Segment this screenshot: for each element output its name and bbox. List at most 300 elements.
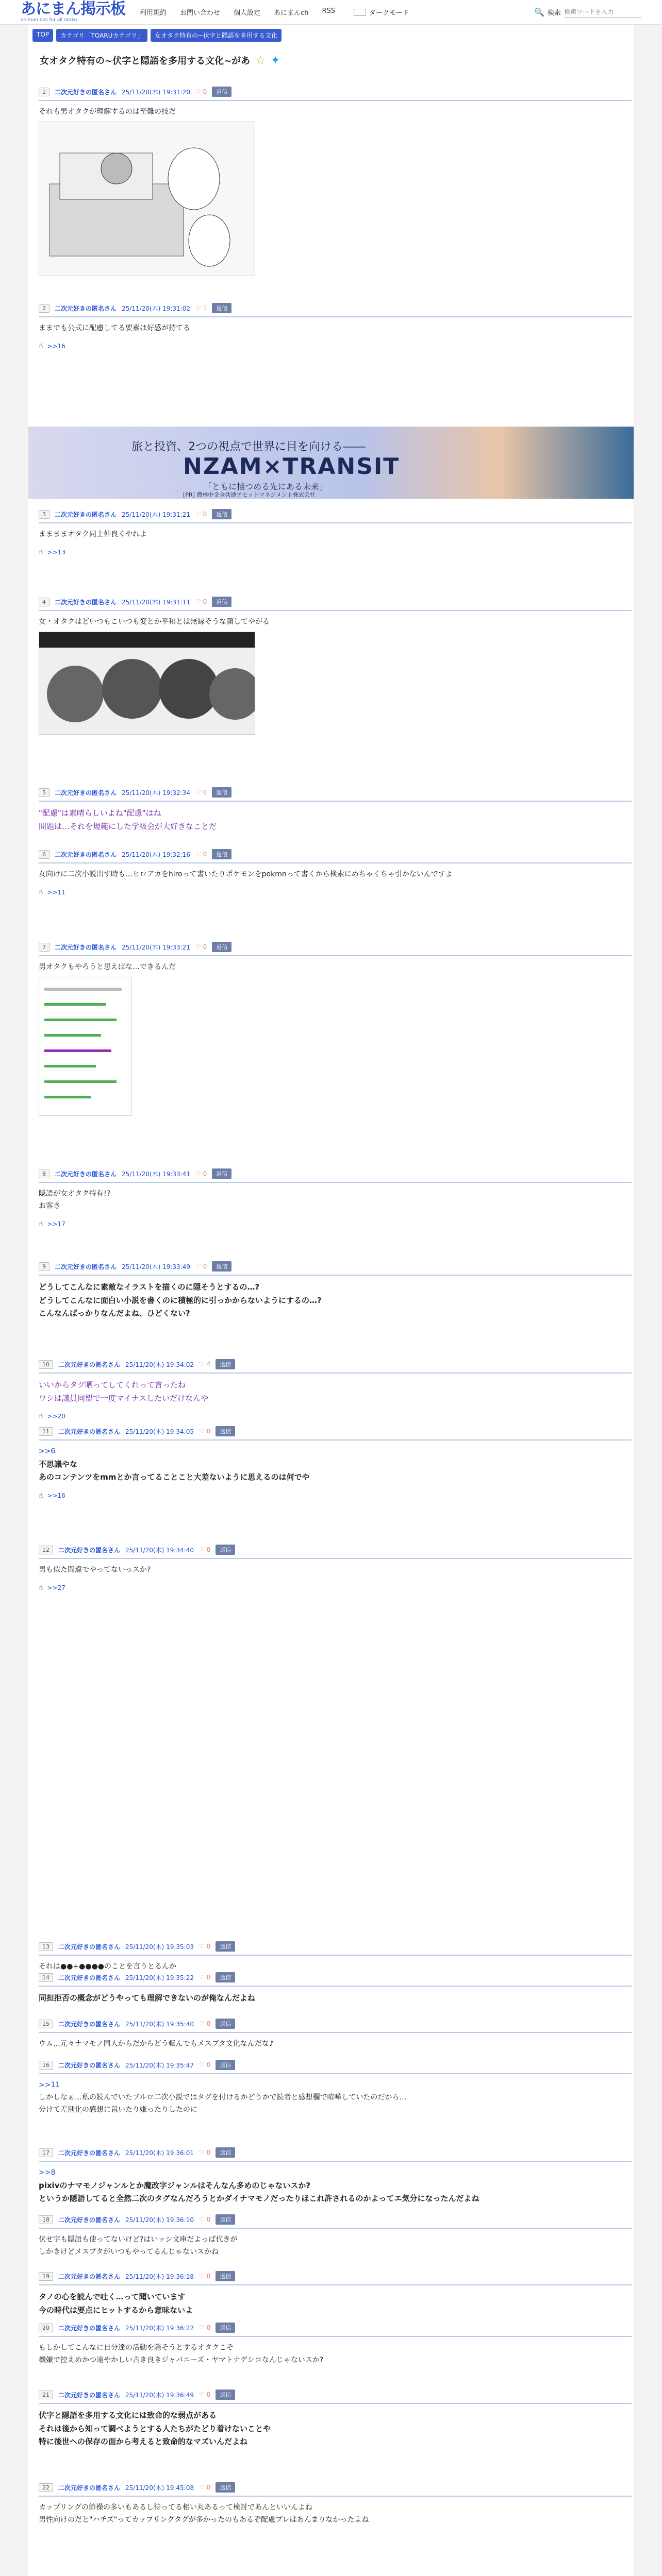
reply-button[interactable]: 返信: [216, 2323, 235, 2333]
post-date: 25/11/20(木) 19:31:02: [122, 304, 190, 312]
post-text-line: それも男オタクが理解するのは至難の技だ: [39, 108, 176, 116]
post-number[interactable]: 12: [39, 1546, 53, 1554]
post-image[interactable]: [39, 122, 255, 276]
post-9: [39, 1261, 632, 1320]
post-19: [39, 2271, 632, 2317]
like-button[interactable]: [199, 1546, 210, 1553]
post-text-line: タノの心を読んで吐く…って聞いています: [39, 2292, 186, 2301]
poster-name: 二次元好きの匿名さん: [55, 851, 117, 858]
post-text-line: こんなんばっかりなんだよね、ひどくない?: [39, 1309, 190, 1318]
post-11: [39, 1426, 632, 1500]
post-body: [39, 1440, 632, 1484]
post-number[interactable]: 2: [39, 304, 49, 313]
post-header: [39, 1972, 632, 1987]
breadcrumb-category[interactable]: カテゴリ「TOARUカテゴリ」: [56, 29, 147, 42]
post-number[interactable]: 4: [39, 598, 49, 606]
post-date: 25/11/20(木) 19:36:01: [125, 2149, 194, 2157]
reply-button[interactable]: 返信: [216, 2060, 235, 2070]
reply-button[interactable]: 返信: [212, 787, 231, 798]
search-icon[interactable]: 🔍: [534, 7, 544, 17]
heart-icon[interactable]: ♡: [195, 851, 203, 858]
heart-icon[interactable]: ♡: [195, 598, 203, 605]
reply-button[interactable]: 返信: [216, 1941, 235, 1952]
reply-link[interactable]: >>11: [47, 888, 65, 896]
reply-button[interactable]: 返信: [216, 2389, 235, 2400]
site-header: [0, 0, 662, 25]
post-image[interactable]: [39, 632, 255, 735]
post-2: [39, 303, 632, 350]
post-header: [39, 509, 632, 523]
like-button[interactable]: [195, 88, 207, 95]
poster-name: 二次元好きの匿名さん: [55, 1263, 117, 1270]
post-number[interactable]: 20: [39, 2324, 53, 2332]
post-text-line: 隠語が女オタク特有!?: [39, 1190, 111, 1198]
post-text-line: ワシは議員同盟で一度マイナスしたいだけなんや: [39, 1393, 209, 1403]
post-16: [39, 2060, 632, 2116]
post-text-line: それは●●+●●●●のことを言うとるんか: [39, 1962, 177, 1971]
reply-hand-icon[interactable]: ☝: [39, 1583, 43, 1592]
breadcrumb-top[interactable]: TOP: [32, 29, 53, 42]
like-count: 0: [203, 511, 207, 518]
post-text-line: あのコンテンツをmmとか言ってることこと大差ないように思えるのは何でや: [39, 1472, 310, 1482]
post-text-line: 特に後世への保存の面から考えると致命的なマズいんだよね: [39, 2437, 248, 2446]
like-count: 0: [203, 1263, 207, 1270]
reply-hand-icon[interactable]: ☝: [39, 342, 43, 350]
poster-name: 二次元好きの匿名さん: [58, 1943, 121, 1951]
like-button[interactable]: [195, 304, 207, 312]
post-header: [39, 303, 632, 317]
heart-icon[interactable]: ♡: [198, 1428, 207, 1435]
post-number[interactable]: 1: [39, 88, 49, 96]
post-footer: [39, 888, 632, 896]
post-body: [39, 101, 632, 276]
post-header: [39, 1941, 632, 1956]
reply-link[interactable]: >>20: [47, 1413, 65, 1420]
favorite-star-icon[interactable]: ☆: [255, 54, 266, 67]
like-count: 4: [206, 1361, 211, 1368]
heart-icon[interactable]: ♡: [198, 2061, 207, 2069]
post-header: [39, 787, 632, 802]
reply-button[interactable]: 返信: [216, 2019, 235, 2029]
reply-button[interactable]: 返信: [216, 2482, 235, 2493]
reply-button[interactable]: 返信: [212, 1261, 231, 1272]
poster-name: 二次元好きの匿名さん: [58, 2391, 121, 2399]
toggle-switch-icon[interactable]: [354, 9, 366, 16]
site-logo[interactable]: [21, 2, 125, 23]
search-input[interactable]: [564, 7, 641, 18]
search-area: [534, 7, 641, 18]
like-count: 0: [203, 851, 207, 858]
manga-panel-image: [39, 632, 255, 735]
post-header: [39, 2019, 632, 2033]
post-body: [39, 863, 632, 881]
post-body: [39, 2033, 632, 2050]
poster-name: 二次元好きの匿名さん: [58, 2020, 121, 2028]
ad-banner[interactable]: [28, 427, 634, 499]
post-body: [39, 2337, 632, 2367]
like-button[interactable]: [199, 2149, 210, 2156]
reply-button[interactable]: 返信: [212, 87, 231, 97]
like-count: 0: [206, 2484, 211, 2491]
thread-title: [40, 54, 280, 67]
reply-button[interactable]: 返信: [216, 1972, 235, 1982]
like-button[interactable]: [199, 2020, 210, 2027]
nav-terms[interactable]: 利用規約: [140, 9, 167, 17]
post-footer: [39, 1412, 632, 1420]
heart-icon[interactable]: ♡: [198, 2273, 207, 2280]
poster-name: 二次元好きの匿名さん: [58, 2273, 121, 2280]
post-text-line: どうしてこんなに面白い小説を書くのに積極的に引っかからないようにするの…?: [39, 1295, 322, 1305]
post-date: 25/11/20(木) 19:36:22: [125, 2324, 194, 2332]
post-body: [39, 956, 632, 1116]
heart-icon[interactable]: ♡: [198, 2391, 207, 2398]
post-header: [39, 87, 632, 101]
post-header: [39, 2147, 632, 2162]
like-count: 0: [206, 1943, 211, 1950]
post-header: [39, 1359, 632, 1374]
post-8: [39, 1168, 632, 1228]
like-button[interactable]: [195, 1170, 207, 1177]
like-button[interactable]: [195, 511, 207, 518]
post-date: 25/11/20(木) 19:35:40: [125, 2020, 194, 2028]
post-header: [39, 1426, 632, 1440]
post-text-line: ままままオタク同士仲良くやれよ: [39, 530, 147, 538]
post-text-line: 女・オタクはどいつもこいつも変とか平和とは無縁そうな顔してやがる: [39, 618, 270, 626]
reply-button[interactable]: 返信: [216, 2214, 235, 2225]
post-text-line: 伏せ字も隠語も使ってないけど?はいッシ文庫だよっぱ代きが: [39, 2235, 238, 2244]
like-button[interactable]: [199, 2484, 210, 2491]
heart-icon[interactable]: ♡: [198, 2216, 207, 2223]
like-button[interactable]: [195, 1263, 207, 1270]
post-number[interactable]: 22: [39, 2483, 53, 2492]
poster-name: 二次元好きの匿名さん: [58, 1974, 121, 1981]
post-footer: [39, 342, 632, 350]
breadcrumb: [32, 29, 282, 42]
reply-button[interactable]: 返信: [216, 2147, 235, 2158]
poster-name: 二次元好きの匿名さん: [58, 1361, 121, 1368]
post-7: [39, 942, 632, 1116]
post-header: [39, 942, 632, 956]
poster-name: 二次元好きの匿名さん: [55, 943, 117, 951]
post-header: [39, 2271, 632, 2285]
post-date: 25/11/20(木) 19:35:47: [125, 2061, 194, 2069]
search-label: 検索: [547, 9, 561, 17]
post-text-line: お客さ: [39, 1201, 60, 1210]
reply-button[interactable]: 返信: [212, 597, 231, 607]
post-number[interactable]: 10: [39, 1360, 53, 1369]
post-body: [39, 1374, 632, 1405]
heart-icon[interactable]: ♡: [198, 1546, 207, 1553]
ad-line2: NZAM×TRANSIT: [183, 453, 400, 480]
post-footer: [39, 548, 632, 556]
heart-icon[interactable]: ♡: [195, 88, 203, 95]
heart-icon[interactable]: ♡: [198, 2020, 207, 2027]
post-4: [39, 597, 632, 735]
post-date: 25/11/20(木) 19:31:11: [122, 598, 190, 606]
nav-rss[interactable]: RSS: [322, 7, 335, 15]
post-body: [39, 1183, 632, 1213]
post-number[interactable]: 18: [39, 2215, 53, 2224]
poster-name: 二次元好きの匿名さん: [58, 2061, 121, 2069]
like-count: 0: [206, 2391, 211, 2398]
like-count: 0: [206, 2149, 211, 2156]
poster-name: 二次元好きの匿名さん: [58, 2149, 121, 2157]
post-number[interactable]: 13: [39, 1942, 53, 1951]
post-22: [39, 2482, 632, 2527]
nav-contact[interactable]: お問い合わせ: [180, 9, 221, 17]
post-body: [39, 523, 632, 541]
like-button[interactable]: [195, 943, 207, 951]
poster-name: 二次元好きの匿名さん: [58, 2216, 121, 2224]
post-text-line: 機嫌で控えめかつ遠やかしい古き良きジャパニーズ・ヤマトナデシコなんじゃないスか?: [39, 2355, 324, 2364]
post-18: [39, 2214, 632, 2259]
like-count: 0: [206, 2324, 211, 2331]
like-count: 0: [206, 2020, 211, 2027]
post-date: 25/11/20(木) 19:35:03: [125, 1943, 194, 1951]
like-button[interactable]: [199, 1974, 210, 1981]
post-number[interactable]: 8: [39, 1170, 49, 1178]
post-number[interactable]: 5: [39, 788, 49, 797]
screenshot-image: [39, 977, 131, 1116]
post-date: 25/11/20(木) 19:34:40: [125, 1546, 194, 1554]
post-text-line: 伏字と隠語を多用する文化には致命的な弱点がある: [39, 2411, 217, 2420]
post-date: 25/11/20(木) 19:35:22: [125, 1974, 194, 1981]
like-button[interactable]: [199, 2216, 210, 2223]
post-header: [39, 1261, 632, 1276]
reply-link[interactable]: >>27: [47, 1584, 65, 1591]
poster-name: 二次元好きの匿名さん: [58, 1428, 121, 1435]
logo-subtext: animan bbs for all otaku: [21, 18, 77, 23]
post-body: [39, 611, 632, 735]
heart-icon[interactable]: ♡: [195, 1170, 203, 1177]
heart-icon[interactable]: ♡: [195, 1263, 203, 1270]
post-text-line: 今の時代は要点にヒットするから意味ないよ: [39, 2305, 193, 2315]
post-footer: [39, 1584, 632, 1592]
like-count: 0: [206, 1546, 211, 1553]
post-header: [39, 1168, 632, 1183]
reply-button[interactable]: 返信: [212, 303, 231, 313]
reply-link[interactable]: >>16: [47, 342, 65, 350]
post-text-line: pixivのナマモノジャンルとか魔改字ジャンルはそんなん多めのじゃないスか?: [39, 2180, 311, 2190]
post-number[interactable]: 15: [39, 2020, 53, 2028]
post-date: 25/11/20(木) 19:33:41: [122, 1170, 190, 1178]
dark-mode-toggle[interactable]: [354, 7, 409, 17]
post-10: [39, 1359, 632, 1420]
post-5: [39, 787, 632, 833]
like-count: 0: [206, 2061, 211, 2069]
reply-anchor-link[interactable]: >>6: [39, 1447, 56, 1455]
post-date: 25/11/20(木) 19:34:02: [125, 1361, 194, 1368]
like-count: 0: [203, 789, 207, 796]
post-body: [39, 1956, 632, 1973]
like-count: 0: [203, 943, 207, 951]
post-body: [39, 1276, 632, 1320]
poster-name: 二次元好きの匿名さん: [55, 598, 117, 606]
post-text-line: ウム…元々ナマモノ同人からだからどう転んでもメスブタ文化なんだな♪: [39, 2040, 274, 2048]
reply-hand-icon[interactable]: ☝: [39, 1491, 43, 1500]
reply-link[interactable]: >>17: [47, 1220, 65, 1228]
nav-settings[interactable]: 個人設定: [234, 9, 261, 17]
post-header: [39, 597, 632, 611]
reply-link[interactable]: >>16: [47, 1492, 65, 1499]
reply-button[interactable]: 返信: [216, 1545, 235, 1555]
reply-hand-icon[interactable]: ☝: [39, 888, 43, 896]
poster-name: 二次元好きの匿名さん: [55, 511, 117, 518]
like-button[interactable]: [199, 2273, 210, 2280]
like-count: 1: [203, 304, 207, 312]
post-number[interactable]: 17: [39, 2148, 53, 2157]
post-text-line: 男も似た間違でやってないっスか?: [39, 1566, 151, 1574]
like-button[interactable]: [199, 1361, 210, 1368]
reply-anchor-link[interactable]: >>8: [39, 2168, 56, 2177]
post-text-line: 男性向けのだと"ハチズ"ってカップリングタグが多かったのもあるぞ配慮ブレはあんまりなかったよね: [39, 2515, 369, 2524]
manga-panel-image: [39, 122, 255, 276]
post-number[interactable]: 11: [39, 1427, 53, 1436]
post-number[interactable]: 19: [39, 2272, 53, 2281]
poster-name: 二次元好きの匿名さん: [58, 1546, 121, 1554]
post-number[interactable]: 16: [39, 2061, 53, 2070]
post-header: [39, 2060, 632, 2074]
post-date: 25/11/20(木) 19:45:08: [125, 2484, 194, 2492]
poster-name: 二次元好きの匿名さん: [55, 789, 117, 796]
like-count: 0: [203, 1170, 207, 1177]
post-6: [39, 849, 632, 896]
post-text-line: "配慮"は素晴らしいよね"配慮"はね: [39, 808, 161, 818]
post-20: [39, 2323, 632, 2367]
post-date: 25/11/20(木) 19:31:21: [122, 511, 190, 518]
post-text-line: 男オタクもやろうと思えばな…できるんだ: [39, 963, 176, 971]
post-text-line: ままでも公式に配慮してる要素は好感が持てる: [39, 324, 190, 332]
like-count: 0: [206, 1974, 211, 1981]
nav-animanch[interactable]: あにまんch: [274, 9, 309, 17]
ad-line1: 旅と投資、2つの視点で世界に目を向ける――: [131, 440, 366, 453]
post-text-line: 問題は…それを規範にした学級会が大好きなことだ: [39, 821, 217, 831]
like-button[interactable]: [199, 2391, 210, 2398]
reply-hand-icon[interactable]: ☝: [39, 1219, 43, 1228]
post-body: [39, 2404, 632, 2449]
post-date: 25/11/20(木) 19:36:10: [125, 2216, 194, 2224]
reply-hand-icon[interactable]: ☝: [39, 1412, 43, 1420]
heart-icon[interactable]: ♡: [195, 511, 203, 518]
post-number[interactable]: 14: [39, 1973, 53, 1982]
post-body: [39, 2229, 632, 2259]
heart-icon[interactable]: ♡: [195, 943, 203, 951]
heart-icon[interactable]: ♡: [198, 1943, 207, 1950]
post-body: [39, 2162, 632, 2206]
post-1: [39, 87, 632, 276]
poster-name: 二次元好きの匿名さん: [55, 1170, 117, 1178]
reply-button[interactable]: 返信: [216, 1426, 235, 1436]
dark-mode-label: ダークモード: [369, 9, 409, 17]
heart-icon[interactable]: ♡: [198, 2149, 207, 2156]
heart-icon[interactable]: ♡: [198, 2484, 207, 2491]
post-header: [39, 2482, 632, 2497]
reply-hand-icon[interactable]: ☝: [39, 548, 43, 556]
post-header: [39, 1545, 632, 1559]
post-date: 25/11/20(木) 19:33:21: [122, 943, 190, 951]
post-footer: [39, 1220, 632, 1228]
like-button[interactable]: [195, 851, 207, 858]
like-button[interactable]: [199, 1428, 210, 1435]
like-count: 0: [203, 598, 207, 605]
post-text-line: どうしてこんなに素敵なイラストを描くのに隠そうとするの…?: [39, 1282, 260, 1292]
like-count: 0: [203, 88, 207, 95]
like-button[interactable]: [195, 789, 207, 796]
post-number[interactable]: 7: [39, 943, 49, 952]
reply-button[interactable]: 返信: [212, 942, 231, 952]
post-body: [39, 1987, 632, 2005]
reply-button[interactable]: 返信: [212, 1168, 231, 1179]
post-body: [39, 802, 632, 833]
like-button[interactable]: [199, 2324, 210, 2331]
post-header: [39, 2323, 632, 2337]
post-text-line: カップリングの節操の多いもあるし待ってる相い丸あるって検討であんといいんよね: [39, 2503, 313, 2512]
reply-button[interactable]: 返信: [212, 849, 231, 859]
post-text-line: もしかしてこんなに自分達の活動を隠そうとするオタクこそ: [39, 2344, 234, 2352]
like-button[interactable]: [199, 2061, 210, 2069]
heart-icon[interactable]: ♡: [198, 1361, 207, 1368]
post-text-line: しかきけどメスブタがいつもやってるんじゃないスかね: [39, 2247, 219, 2256]
reply-button[interactable]: 返信: [216, 2271, 235, 2281]
heart-icon[interactable]: ♡: [195, 304, 203, 312]
poster-name: 二次元好きの匿名さん: [58, 2324, 121, 2332]
post-date: 25/11/20(木) 19:31:20: [122, 88, 190, 96]
post-image[interactable]: [39, 977, 131, 1116]
reply-button[interactable]: 返信: [216, 1359, 235, 1369]
post-date: 25/11/20(木) 19:32:34: [122, 789, 190, 796]
ad-line3: 「ともに描つめる先にある未来」: [204, 482, 328, 492]
heart-icon[interactable]: ♡: [198, 2324, 207, 2331]
thread-content: [28, 25, 634, 2576]
post-header: [39, 2389, 632, 2404]
post-body: [39, 2497, 632, 2527]
post-number[interactable]: 21: [39, 2391, 53, 2399]
ad-line4: [PR] 農林中金全共連アセットマネジメント株式会社: [183, 492, 316, 498]
post-13: [39, 1941, 632, 1973]
like-count: 0: [206, 1428, 211, 1435]
reply-anchor-link[interactable]: >>11: [39, 2081, 60, 2089]
poster-name: 二次元好きの匿名さん: [55, 88, 117, 96]
post-text-line: しかしなぁ…私の読んでいたブルロ二次小説ではタグを付けるかどうかで読者と感想欄で喧嘩していたのだから…: [39, 2093, 407, 2102]
post-date: 25/11/20(木) 19:36:49: [125, 2391, 194, 2399]
like-button[interactable]: [199, 1943, 210, 1950]
post-text-line: それは後から知って調べようとする人たちがたどり着けないことや: [39, 2424, 271, 2433]
post-17: [39, 2147, 632, 2206]
post-3: [39, 509, 632, 556]
post-21: [39, 2389, 632, 2449]
post-body: [39, 1559, 632, 1577]
like-button[interactable]: [195, 598, 207, 605]
post-text-line: 不思議やな: [39, 1459, 78, 1469]
heart-icon[interactable]: ♡: [195, 789, 203, 796]
reply-link[interactable]: >>13: [47, 548, 65, 556]
post-number[interactable]: 9: [39, 1262, 49, 1271]
post-body: [39, 2074, 632, 2116]
like-count: 0: [206, 2273, 211, 2280]
poster-name: 二次元好きの匿名さん: [58, 2484, 121, 2492]
post-text-line: というか隠語してると全然二次のタグなんだろうとかダイナマモノだったりほこれ許されるのかよってエ気分になったんだよね: [39, 2194, 479, 2204]
post-number[interactable]: 3: [39, 510, 49, 519]
post-footer: [39, 1492, 632, 1500]
header-nav: [140, 7, 335, 17]
post-date: 25/11/20(木) 19:34:05: [125, 1428, 194, 1435]
reply-button[interactable]: 返信: [212, 509, 231, 519]
heart-icon[interactable]: ♡: [198, 1974, 207, 1981]
like-count: 0: [206, 2216, 211, 2223]
post-number[interactable]: 6: [39, 850, 49, 859]
breadcrumb-thread[interactable]: 女オタク特有の~伏字と隠語を多用する文化: [151, 29, 282, 42]
twitter-share-icon[interactable]: ✦: [270, 54, 280, 67]
